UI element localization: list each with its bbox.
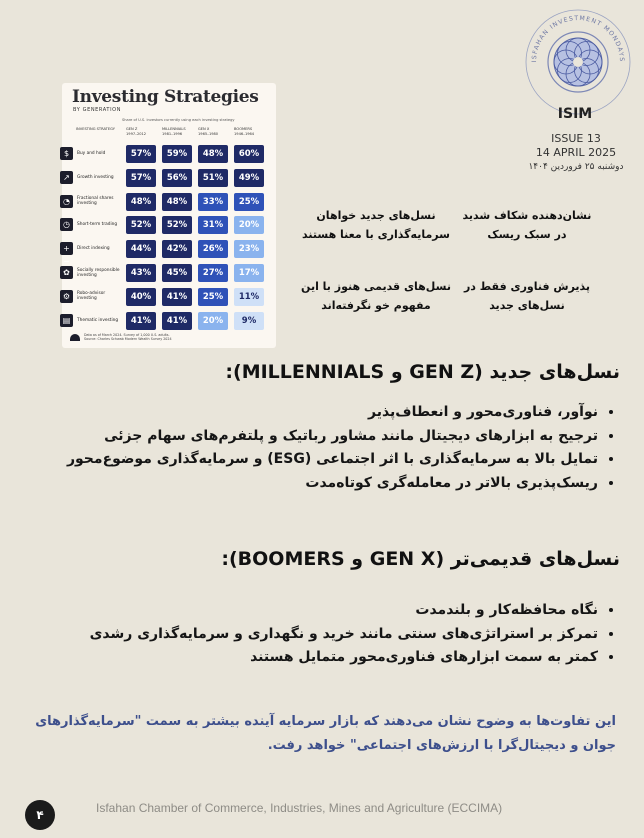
strategy-row — [62, 191, 276, 213]
column-header — [198, 127, 218, 136]
strategy-icon: ⚙ — [60, 290, 73, 303]
percentage-cell: 27% — [198, 264, 228, 282]
strategy-column-header: INVESTING STRATEGY — [76, 127, 115, 131]
percentage-cell: 59% — [162, 145, 192, 163]
issue-number: ISSUE 13 — [551, 132, 601, 145]
footer-organization: Isfahan Chamber of Commerce, Industries, Mines and Agriculture (ECCIMA) — [96, 801, 503, 815]
percentage-cell: 52% — [162, 216, 192, 234]
highlight-risk-gap: نشان‌دهنده شکاف شدید در سبک ریسک — [462, 209, 592, 241]
list-item: • تمایل بالا به سرمایه‌گذاری با اثر اجتماعی (ESG) و سرمایه‌گذاری موضوع‌محور — [38, 448, 598, 472]
column-header — [126, 127, 146, 136]
percentage-cell: 48% — [198, 145, 228, 163]
issue-block — [518, 132, 634, 174]
footnote-text: Data as of March 2024. Survey of 1,000 U.S. adults. — [84, 333, 170, 337]
highlight-older-not-adapted: نسل‌های قدیمی هنوز با این مفهوم خو نگرفته‌اند — [301, 280, 451, 312]
brand-name: ISIM — [557, 106, 593, 122]
strategy-icon: ◔ — [60, 195, 73, 208]
percentage-cell: 43% — [126, 264, 156, 282]
strategy-label: Growth investing — [77, 174, 114, 180]
percentage-cell: 20% — [234, 216, 264, 234]
strategy-label: Short-term trading — [77, 222, 118, 228]
highlight-tech-adoption: پذیرش فناوری فقط در نسل‌های جدید — [463, 280, 591, 312]
column-years: 1965–1980 — [198, 131, 219, 136]
strategy-icon: ↗ — [60, 171, 73, 184]
percentage-cell: 45% — [162, 264, 192, 282]
percentage-cell: 51% — [198, 169, 228, 187]
strategy-label: Direct indexing — [77, 246, 110, 252]
strategy-label: Socially responsible investing — [77, 267, 120, 278]
strategy-row — [62, 238, 276, 267]
section-new-generations-title: نسل‌های جدید (GEN Z و MILLENNIALS): — [225, 361, 620, 383]
percentage-cell: 42% — [162, 240, 192, 258]
column-header — [234, 127, 254, 136]
column-name: BOOMERS — [234, 127, 253, 131]
strategy-row — [62, 310, 276, 332]
list-item: • کمتر به سمت ابزارهای فناوری‌محور متمایل هستند — [38, 646, 598, 670]
percentage-cell: 9% — [234, 312, 264, 330]
percentage-cell: 26% — [198, 240, 228, 258]
percentage-cell: 52% — [126, 216, 156, 234]
percentage-cell: 48% — [162, 193, 192, 211]
list-item: • ترجیح به ابزارهای دیجیتال مانند مشاور رباتیک و پلتفرم‌های سهام جزئی — [38, 425, 598, 449]
percentage-cell: 25% — [198, 288, 228, 306]
column-name: MILLENNIALS — [162, 127, 186, 131]
strategy-row — [62, 214, 276, 236]
percentage-cell: 57% — [126, 145, 156, 163]
strategy-label: Thematic investing — [77, 317, 119, 323]
strategy-icon: +− — [60, 242, 73, 255]
isim-logo-emblem — [522, 6, 634, 118]
strategy-row — [62, 262, 276, 284]
infographic-footnote — [84, 333, 172, 341]
strategy-label: Robo-advisor investing — [77, 291, 106, 302]
conclusion-paragraph: این تفاوت‌ها به وضوح نشان می‌دهند که بازار سرمایه آینده بیشتر به سمت "سرمایه‌گذارهای جوان و دیجیتال‌گرا با ارزش‌های اجتماعی" خواهد رفت. — [35, 714, 616, 753]
percentage-cell: 56% — [162, 169, 192, 187]
source-text: Source: Charles Schwab Modern Wealth Survey 2024 — [84, 337, 172, 341]
percentage-cell: 48% — [126, 193, 156, 211]
percentage-cell: 57% — [126, 169, 156, 187]
percentage-cell: 41% — [126, 312, 156, 330]
logo-ring-text: ISFAHAN INVESTMENT MONDAYS — [530, 14, 626, 63]
page-number: ۴ — [25, 800, 55, 830]
strategy-row — [62, 143, 276, 165]
strategy-row — [62, 286, 276, 308]
column-name: GEN Z — [126, 127, 138, 131]
issue-date: 14 APRIL 2025 — [535, 146, 617, 159]
strategy-label: Buy and hold — [77, 151, 106, 156]
percentage-cell: 49% — [234, 169, 264, 187]
investing-strategies-infographic — [62, 83, 276, 348]
infographic-title: Investing Strategies — [72, 87, 259, 107]
column-header — [162, 127, 186, 136]
percentage-cell: 41% — [162, 312, 192, 330]
section-older-generations-list — [38, 599, 616, 670]
infographic-note: Share of U.S. investors currently using each investing strategy — [122, 118, 235, 122]
strategy-icon: ▤ — [60, 314, 73, 327]
percentage-cell: 17% — [234, 264, 264, 282]
percentage-cell: 60% — [234, 145, 264, 163]
strategy-icon: ◷ — [60, 218, 73, 231]
section-new-generations-list — [38, 401, 616, 495]
column-years: 1997–2012 — [126, 131, 147, 136]
list-item: • ریسک‌پذیری بالاتر در معامله‌گری کوتاه‌مدت — [38, 472, 598, 496]
publisher-logo-icon — [70, 334, 80, 341]
list-item: • نگاه محافظه‌کار و بلندمدت — [38, 599, 598, 623]
list-item: • نوآور، فناوری‌محور و انعطاف‌پذیر — [38, 401, 598, 425]
percentage-cell: 44% — [126, 240, 156, 258]
column-years: 1946–1964 — [234, 131, 255, 136]
section-older-generations-title: نسل‌های قدیمی‌تر (GEN X و BOOMERS): — [221, 548, 620, 570]
percentage-cell: 33% — [198, 193, 228, 211]
percentage-cell: 20% — [198, 312, 228, 330]
highlight-meaningful-investing: نسل‌های جدید خواهان سرمایه‌گذاری با معنا هستند — [302, 209, 450, 241]
percentage-cell: 31% — [198, 216, 228, 234]
strategy-icon: $ — [60, 147, 73, 160]
percentage-cell: 40% — [126, 288, 156, 306]
issue-date-fa: دوشنبه ۲۵ فروردین ۱۴۰۴ — [528, 162, 624, 172]
percentage-cell: 11% — [234, 288, 264, 306]
strategy-label: Fractional shares investing — [77, 196, 114, 207]
percentage-cell: 41% — [162, 288, 192, 306]
strategy-icon: ✿ — [60, 266, 73, 279]
infographic-subtitle: BY GENERATION — [73, 107, 122, 113]
list-item: • تمرکز بر استراتژی‌های سنتی مانند خرید و نگهداری و سرمایه‌گذاری رشدی — [38, 623, 598, 647]
strategy-row — [62, 167, 276, 189]
column-name: GEN X — [198, 127, 210, 131]
column-years: 1981–1996 — [162, 131, 183, 136]
percentage-cell: 25% — [234, 193, 264, 211]
percentage-cell: 23% — [234, 240, 264, 258]
